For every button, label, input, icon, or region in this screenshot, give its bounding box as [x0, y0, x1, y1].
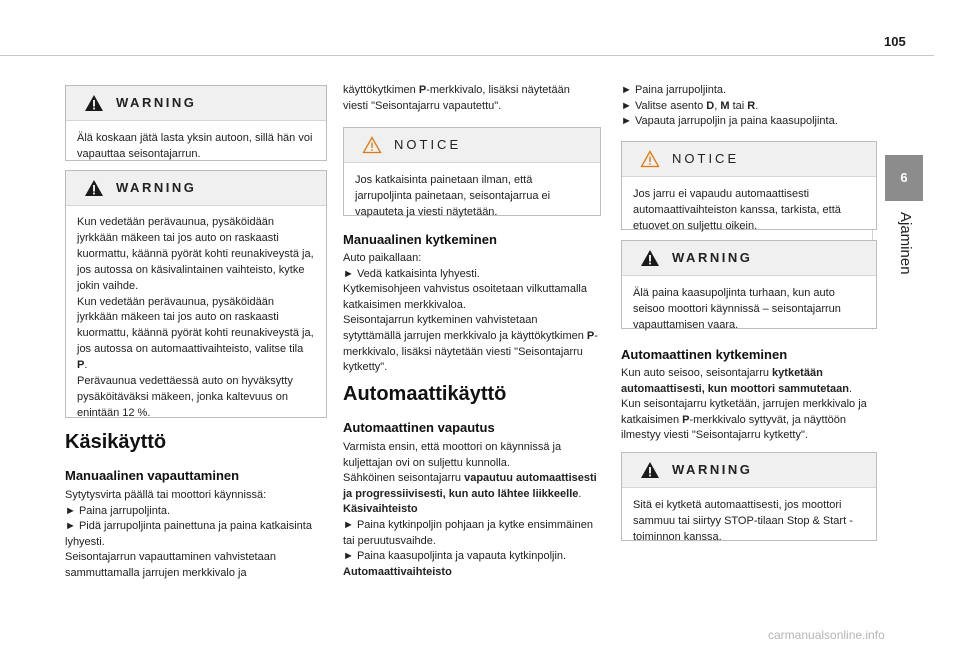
- heading-manual-engage: Manuaalinen kytkeminen: [343, 232, 497, 247]
- warning-text: Sitä ei kytketä automaattisesti, jos moottori sammuu tai siirtyy STOP-tilaan Stop & Start -toiminnon kanssa.: [633, 499, 853, 543]
- warning-box-stop-start: [621, 452, 877, 541]
- header-divider: [0, 55, 934, 56]
- section-tab[interactable]: 6: [885, 155, 923, 201]
- warning-text: Älä koskaan jätä lasta yksin autoon, sillä hän voi vapauttaa seisontajarrun.: [77, 132, 313, 160]
- warning-title: WARNING: [672, 462, 753, 477]
- section-label: Ajaminen: [897, 212, 914, 275]
- notice-text: Jos katkaisinta painetaan ilman, että jarrupoljinta painetaan, seisontajarrua ei vapauteta ja viesti näytetään.: [355, 174, 551, 218]
- notice-box-release: [343, 127, 601, 216]
- warning-title: WARNING: [116, 180, 197, 195]
- warning-box-accelerator: [621, 240, 877, 329]
- heading-manual-release: Manuaalinen vapauttaminen: [65, 468, 240, 483]
- warning-text: Älä paina kaasupoljinta turhaan, kun auto seisoo moottori käynnissä – seisontajarrun vapauttamisen vaara.: [633, 287, 841, 331]
- warning-title: WARNING: [672, 250, 753, 265]
- manual-release-text: Sytytysvirta päällä tai moottori käynnissä: ► Paina jarrupoljinta. ► Pidä jarrupoljinta painettuna ja paina katkaisinta lyhyesti. Seisontajarrun vapauttaminen vahvistetaan sammuttamalla jarrujen merkkivalo ja: [65, 489, 312, 579]
- notice-text: Jos jarru ei vapaudu automaattisesti automaattivaihteiston kanssa, tarkista, että etuovet on suljettu oikein.: [633, 188, 841, 232]
- warning-triangle-icon: [640, 249, 660, 267]
- warning-text-manual: Kun vedetään perävaunua, pysäköidään jyrkkään mäkeen tai jos auto on raskaasti kuormattu, käännä pyörät kohti reunakiveystä ja, jos autossa on käsivalintainen vaihteisto, kytke jokin vaihde.: [77, 216, 314, 292]
- release-confirm-text: käyttökytkimen P-merkkivalo, lisäksi näytetään viesti "Seisontajarru vapautettu".: [343, 84, 570, 112]
- warning-triangle-icon: [640, 461, 660, 479]
- warning-title: WARNING: [116, 95, 197, 110]
- watermark: carmanualsonline.info: [768, 628, 885, 642]
- heading-automaattikaytto: Automaattikäyttö: [343, 383, 507, 405]
- notice-triangle-icon: [362, 136, 382, 154]
- notice-title: NOTICE: [394, 137, 462, 152]
- warning-triangle-icon: [84, 179, 104, 197]
- warning-box-trailer: [65, 170, 327, 418]
- warning-text-auto: Kun vedetään perävaunua, pysäköidään jyrkkään mäkeen tai jos auto on raskaasti kuormattu, käännä pyörät kohti reunakiveystä ja, jos autossa on automaattivaihteisto, valitse tila P.: [77, 295, 314, 372]
- notice-triangle-icon: [640, 150, 660, 168]
- heading-auto-engage: Automaattinen kytkeminen: [621, 347, 788, 362]
- warning-text-slope: Perävaunua vedettäessä auto on hyväksytty pysäköitäväksi mäkeen, jonka kaltevuus on enintään 12 %.: [77, 375, 293, 419]
- manual-engage-text: Auto paikallaan: ► Vedä katkaisinta lyhyesti. Kytkemisohjeen vahvistus osoitetaan vilkuttamalla katkaisimen merkkivaloa. Seisontajarrun kytkeminen vahvistetaan sytyttämällä jarrujen merkkivalo ja käyttökytkimen P-merkkivalo, lisäksi näytetään viesti "Seisontajarru kytketty".: [343, 252, 598, 374]
- page-number: 105: [884, 34, 906, 49]
- heading-auto-release: Automaattinen vapautus: [343, 420, 495, 435]
- automatic-gearbox-steps: ► Paina jarrupoljinta. ► Valitse asento D, M tai R. ► Vapauta jarrupoljin ja paina kaasupoljinta.: [621, 84, 838, 128]
- warning-box-child: [65, 85, 327, 161]
- warning-triangle-icon: [84, 94, 104, 112]
- auto-release-text: Varmista ensin, että moottori on käynnissä ja kuljettajan ovi on suljettu kunnolla. Sähköinen seisontajarru vapautuu automaattisesti ja progressiivisesti, kun auto lähtee liikkeelle. Käsivaihteisto ► Paina kytkinpoljin pohjaan ja kytke ensimmäinen tai peruutusvaihde. ► Paina kaasupoljinta ja vapauta kytkinpoljin. Automaattivaihteisto: [343, 441, 597, 578]
- heading-kasikaytto: Käsikäyttö: [65, 431, 167, 453]
- notice-box-auto: [621, 141, 877, 230]
- auto-engage-text: Kun auto seisoo, seisontajarru kytketään automaattisesti, kun moottori sammutetaan. Kun seisontajarru kytketään, jarrujen merkkivalo ja katkaisimen P-merkkivalo syttyvät, ja näyttöön ilmestyy viesti "Seisontajarru kytketty".: [621, 367, 867, 442]
- notice-title: NOTICE: [672, 151, 740, 166]
